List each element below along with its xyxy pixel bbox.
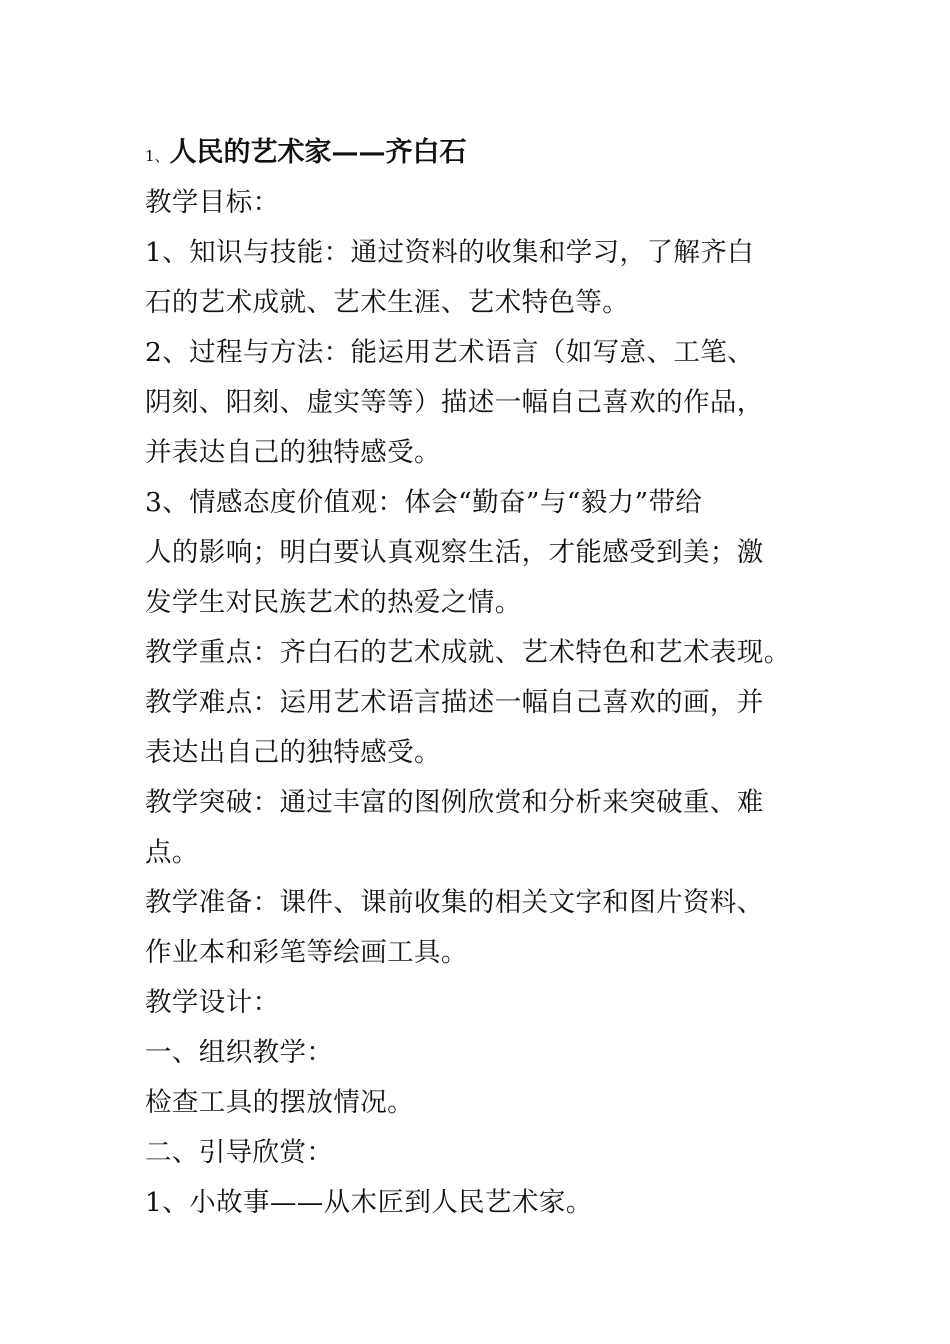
- text-line: 并表达自己的独特感受。: [145, 437, 441, 468]
- text-line: 1、小故事——从木匠到人民艺术家。: [145, 1187, 593, 1218]
- text-line: 检查工具的摆放情况。: [145, 1087, 414, 1118]
- text-line: 1、知识与技能：通过资料的收集和学习，了解齐白: [145, 237, 755, 268]
- text-line: 石的艺术成就、艺术生涯、艺术特色等。: [145, 287, 630, 318]
- lesson-title: [145, 128, 830, 178]
- lesson-title-number: 1、: [145, 147, 170, 165]
- text-line: 教学难点：运用艺术语言描述一幅自己喜欢的画，并: [145, 687, 764, 718]
- text-line: 教学目标：: [145, 187, 280, 218]
- text-line: 教学重点：齐白石的艺术成就、艺术特色和艺术表现。: [145, 637, 791, 668]
- text-line: 一、组织教学：: [145, 1037, 334, 1068]
- text-line: 3、情感态度价值观：体会“勤奋”与“毅力”带给: [145, 487, 703, 518]
- text-line: 教学突破：通过丰富的图例欣赏和分析来突破重、难: [145, 787, 764, 818]
- text-line: 作业本和彩笔等绘画工具。: [145, 937, 468, 968]
- text-line: 阴刻、阳刻、虚实等等）描述一幅自己喜欢的作品，: [145, 387, 764, 418]
- document-body: [145, 128, 830, 1228]
- lesson-title-text: 人民的艺术家——齐白石: [169, 137, 467, 168]
- text-line: 教学设计：: [145, 987, 280, 1018]
- text-line: 2、过程与方法：能运用艺术语言（如写意、工笔、: [145, 337, 755, 368]
- text-line: 发学生对民族艺术的热爱之情。: [145, 587, 522, 618]
- text-line: 教学准备：课件、课前收集的相关文字和图片资料、: [145, 887, 764, 918]
- text-line: 人的影响；明白要认真观察生活，才能感受到美；激: [145, 537, 764, 568]
- text-line: 表达出自己的独特感受。: [145, 737, 441, 768]
- text-line: 点。: [145, 837, 199, 868]
- text-line: 二、引导欣赏：: [145, 1137, 334, 1168]
